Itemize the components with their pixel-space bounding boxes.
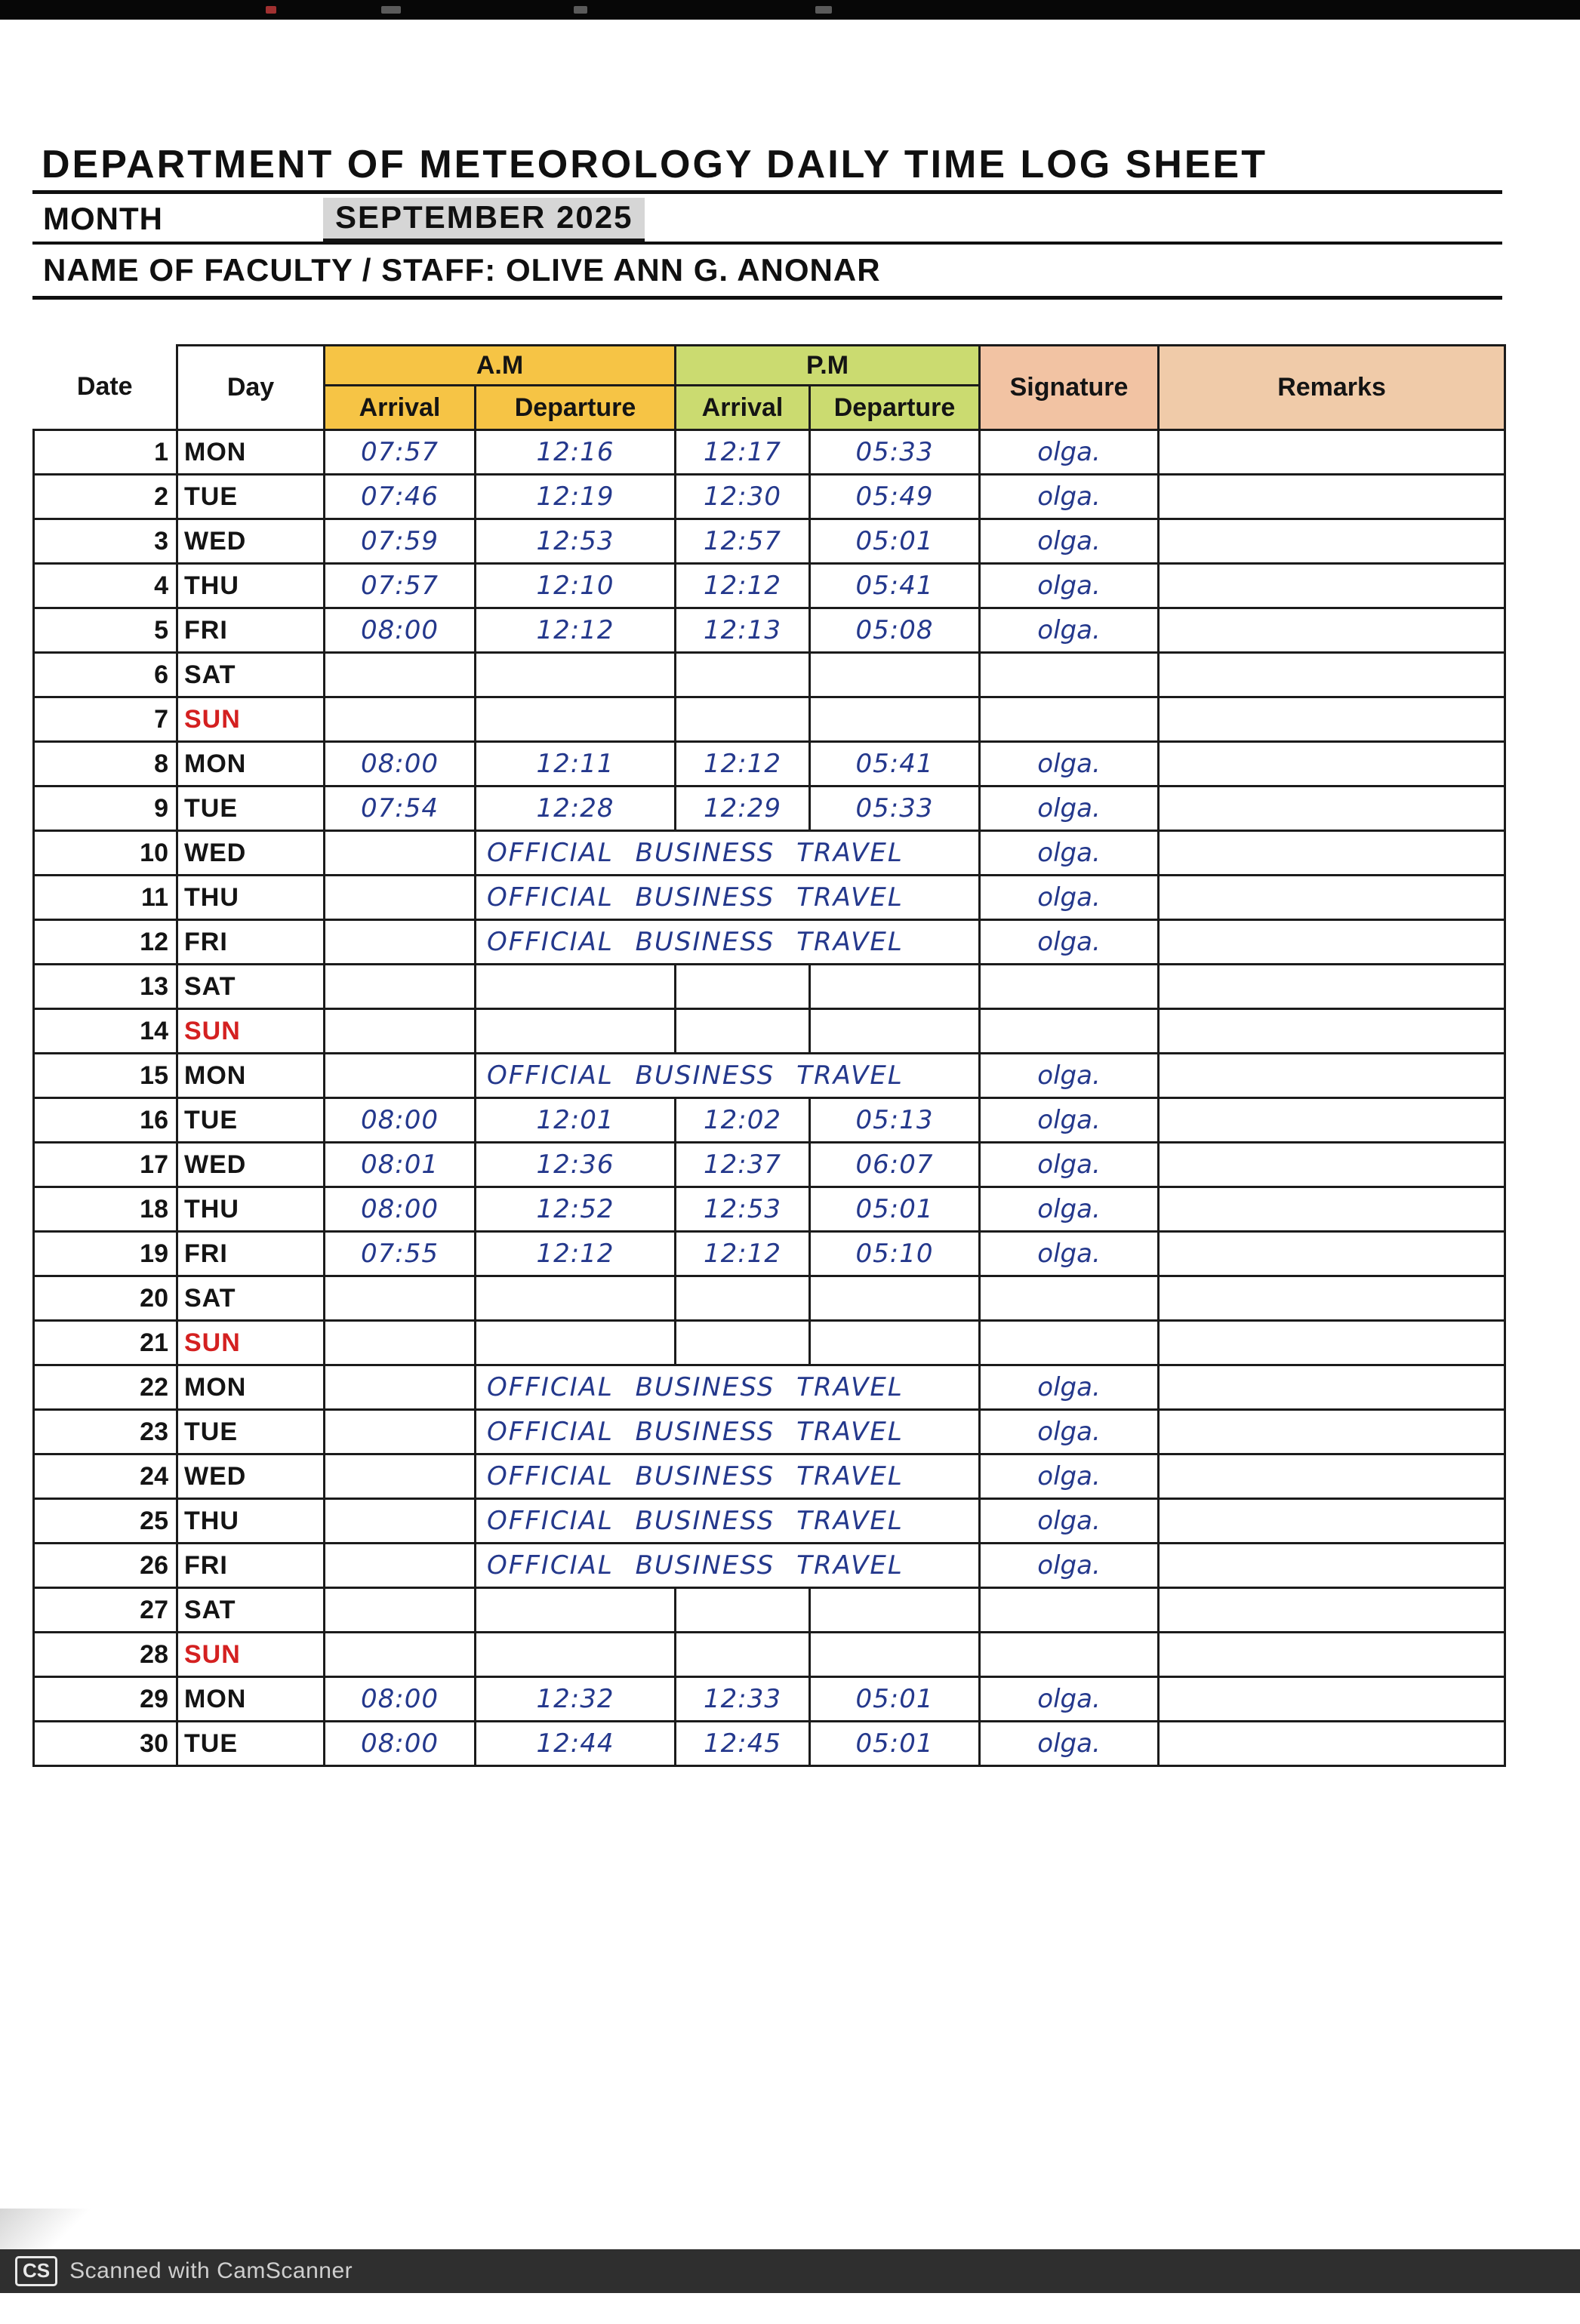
signature-cell: olga. — [980, 876, 1159, 920]
pm-arrival-cell: 12:29 — [676, 786, 810, 831]
col-header-am: A.M — [325, 346, 676, 386]
am-arrival-cell: 08:01 — [325, 1143, 476, 1187]
scan-artifact — [815, 6, 832, 14]
month-rule — [32, 242, 1502, 245]
am-departure-cell: 12:01 — [476, 1098, 676, 1143]
signature-cell: olga. — [980, 1410, 1159, 1454]
remarks-cell — [1159, 1232, 1505, 1276]
table-row — [34, 1232, 1505, 1276]
official-business-cell: OFFICIAL BUSINESS TRAVEL — [476, 1544, 980, 1588]
pm-departure-cell: 05:33 — [810, 430, 980, 475]
remarks-cell — [1159, 786, 1505, 831]
date-cell: 7 — [34, 697, 177, 742]
am-arrival-cell: 08:00 — [325, 1677, 476, 1722]
table-header — [34, 346, 1505, 430]
table-row — [34, 1633, 1505, 1677]
remarks-cell — [1159, 1365, 1505, 1410]
pm-departure-cell — [810, 697, 980, 742]
table-row — [34, 1499, 1505, 1544]
table-row — [34, 965, 1505, 1009]
am-departure-cell — [476, 1009, 676, 1054]
am-arrival-cell: 08:00 — [325, 1722, 476, 1766]
table-row — [34, 831, 1505, 876]
pm-departure-cell — [810, 1588, 980, 1633]
signature-cell: olga. — [980, 1365, 1159, 1410]
name-rule — [32, 296, 1502, 300]
am-departure-cell — [476, 697, 676, 742]
day-cell: SAT — [177, 653, 325, 697]
remarks-cell — [1159, 1677, 1505, 1722]
official-business-cell: OFFICIAL BUSINESS TRAVEL — [476, 920, 980, 965]
table-row — [34, 1722, 1505, 1766]
col-header-day: Day — [177, 346, 325, 430]
remarks-cell — [1159, 697, 1505, 742]
day-cell: THU — [177, 1499, 325, 1544]
day-cell: SUN — [177, 697, 325, 742]
pm-arrival-cell — [676, 1633, 810, 1677]
pm-departure-cell: 05:41 — [810, 742, 980, 786]
scan-artifact — [381, 6, 401, 14]
signature-cell: olga. — [980, 920, 1159, 965]
date-cell: 15 — [34, 1054, 177, 1098]
date-cell: 11 — [34, 876, 177, 920]
day-cell: FRI — [177, 920, 325, 965]
signature-cell: olga. — [980, 430, 1159, 475]
remarks-cell — [1159, 430, 1505, 475]
am-arrival-cell: 08:00 — [325, 608, 476, 653]
pm-departure-cell: 05:13 — [810, 1098, 980, 1143]
date-cell: 4 — [34, 564, 177, 608]
am-arrival-cell: 08:00 — [325, 1098, 476, 1143]
camscanner-text: Scanned with CamScanner — [69, 2258, 353, 2283]
am-arrival-cell — [325, 876, 476, 920]
table-row — [34, 1677, 1505, 1722]
day-cell: MON — [177, 742, 325, 786]
page-title: DEPARTMENT OF METEOROLOGY DAILY TIME LOG SHEET — [42, 143, 1267, 186]
am-departure-cell: 12:16 — [476, 430, 676, 475]
day-cell: WED — [177, 519, 325, 564]
pm-departure-cell: 06:07 — [810, 1143, 980, 1187]
pm-arrival-cell: 12:12 — [676, 742, 810, 786]
pm-departure-cell: 05:08 — [810, 608, 980, 653]
col-header-pm-arrival: Arrival — [676, 386, 810, 430]
pm-arrival-cell: 12:45 — [676, 1722, 810, 1766]
remarks-cell — [1159, 1009, 1505, 1054]
am-departure-cell: 12:10 — [476, 564, 676, 608]
am-arrival-cell — [325, 697, 476, 742]
am-arrival-cell: 07:55 — [325, 1232, 476, 1276]
am-arrival-cell — [325, 1544, 476, 1588]
signature-cell: olga. — [980, 1454, 1159, 1499]
table-row — [34, 1276, 1505, 1321]
am-departure-cell: 12:11 — [476, 742, 676, 786]
am-departure-cell — [476, 1276, 676, 1321]
table-row — [34, 1410, 1505, 1454]
remarks-cell — [1159, 1633, 1505, 1677]
remarks-cell — [1159, 1098, 1505, 1143]
date-cell: 21 — [34, 1321, 177, 1365]
remarks-cell — [1159, 876, 1505, 920]
am-arrival-cell — [325, 653, 476, 697]
remarks-cell — [1159, 965, 1505, 1009]
col-header-remarks: Remarks — [1159, 346, 1505, 430]
signature-cell: olga. — [980, 608, 1159, 653]
day-cell: FRI — [177, 1544, 325, 1588]
day-cell: WED — [177, 831, 325, 876]
signature-cell: olga. — [980, 519, 1159, 564]
pm-arrival-cell: 12:02 — [676, 1098, 810, 1143]
signature-cell — [980, 965, 1159, 1009]
table-row — [34, 475, 1505, 519]
am-arrival-cell — [325, 1410, 476, 1454]
table-row — [34, 1098, 1505, 1143]
date-cell: 22 — [34, 1365, 177, 1410]
pm-departure-cell — [810, 1633, 980, 1677]
am-arrival-cell — [325, 1499, 476, 1544]
official-business-cell: OFFICIAL BUSINESS TRAVEL — [476, 1054, 980, 1098]
remarks-cell — [1159, 519, 1505, 564]
pm-departure-cell: 05:01 — [810, 1677, 980, 1722]
date-cell: 2 — [34, 475, 177, 519]
am-departure-cell: 12:36 — [476, 1143, 676, 1187]
pm-departure-cell: 05:33 — [810, 786, 980, 831]
am-arrival-cell: 07:59 — [325, 519, 476, 564]
col-header-date: Date — [34, 346, 177, 430]
official-business-cell: OFFICIAL BUSINESS TRAVEL — [476, 1365, 980, 1410]
day-cell: MON — [177, 1054, 325, 1098]
signature-cell: olga. — [980, 1544, 1159, 1588]
pm-departure-cell — [810, 653, 980, 697]
signature-cell: olga. — [980, 1677, 1159, 1722]
day-cell: WED — [177, 1454, 325, 1499]
date-cell: 27 — [34, 1588, 177, 1633]
am-departure-cell — [476, 965, 676, 1009]
time-log-table — [32, 344, 1506, 1767]
pm-arrival-cell: 12:13 — [676, 608, 810, 653]
am-arrival-cell: 08:00 — [325, 742, 476, 786]
am-departure-cell: 12:12 — [476, 608, 676, 653]
date-cell: 19 — [34, 1232, 177, 1276]
remarks-cell — [1159, 564, 1505, 608]
day-cell: THU — [177, 1187, 325, 1232]
am-arrival-cell — [325, 1588, 476, 1633]
day-cell: MON — [177, 430, 325, 475]
signature-cell — [980, 653, 1159, 697]
day-cell: SAT — [177, 965, 325, 1009]
date-cell: 30 — [34, 1722, 177, 1766]
official-business-cell: OFFICIAL BUSINESS TRAVEL — [476, 876, 980, 920]
remarks-cell — [1159, 1588, 1505, 1633]
table-row — [34, 1588, 1505, 1633]
remarks-cell — [1159, 831, 1505, 876]
pm-arrival-cell: 12:12 — [676, 1232, 810, 1276]
signature-cell: olga. — [980, 1187, 1159, 1232]
date-cell: 12 — [34, 920, 177, 965]
remarks-cell — [1159, 920, 1505, 965]
month-label: MONTH — [43, 201, 163, 236]
log-rows — [34, 430, 1505, 1766]
pm-arrival-cell — [676, 1009, 810, 1054]
date-cell: 29 — [34, 1677, 177, 1722]
table-row — [34, 653, 1505, 697]
signature-cell — [980, 1633, 1159, 1677]
signature-cell: olga. — [980, 475, 1159, 519]
table-row — [34, 1365, 1505, 1410]
am-departure-cell: 12:12 — [476, 1232, 676, 1276]
day-cell: SUN — [177, 1321, 325, 1365]
table-row — [34, 742, 1505, 786]
pm-arrival-cell: 12:30 — [676, 475, 810, 519]
pm-departure-cell — [810, 965, 980, 1009]
date-cell: 28 — [34, 1633, 177, 1677]
day-cell: SAT — [177, 1276, 325, 1321]
day-cell: THU — [177, 564, 325, 608]
am-departure-cell: 12:19 — [476, 475, 676, 519]
remarks-cell — [1159, 1187, 1505, 1232]
signature-cell — [980, 1009, 1159, 1054]
official-business-cell: OFFICIAL BUSINESS TRAVEL — [476, 1454, 980, 1499]
am-arrival-cell — [325, 965, 476, 1009]
am-arrival-cell — [325, 1276, 476, 1321]
am-arrival-cell: 07:57 — [325, 564, 476, 608]
am-departure-cell: 12:53 — [476, 519, 676, 564]
day-cell: TUE — [177, 1098, 325, 1143]
pm-arrival-cell — [676, 1588, 810, 1633]
table-row — [34, 1544, 1505, 1588]
day-cell: FRI — [177, 1232, 325, 1276]
pm-arrival-cell: 12:53 — [676, 1187, 810, 1232]
am-arrival-cell: 07:46 — [325, 475, 476, 519]
scan-corner-shadow — [0, 2209, 91, 2249]
am-arrival-cell — [325, 1054, 476, 1098]
pm-arrival-cell: 12:57 — [676, 519, 810, 564]
pm-departure-cell: 05:41 — [810, 564, 980, 608]
col-header-pm: P.M — [676, 346, 980, 386]
day-cell: TUE — [177, 475, 325, 519]
am-departure-cell: 12:52 — [476, 1187, 676, 1232]
pm-arrival-cell — [676, 1321, 810, 1365]
day-cell: TUE — [177, 786, 325, 831]
remarks-cell — [1159, 1454, 1505, 1499]
signature-cell: olga. — [980, 786, 1159, 831]
remarks-cell — [1159, 1499, 1505, 1544]
pm-arrival-cell — [676, 653, 810, 697]
signature-cell: olga. — [980, 1232, 1159, 1276]
date-cell: 1 — [34, 430, 177, 475]
table-row — [34, 1143, 1505, 1187]
remarks-cell — [1159, 1143, 1505, 1187]
pm-departure-cell — [810, 1276, 980, 1321]
pm-departure-cell — [810, 1321, 980, 1365]
pm-arrival-cell — [676, 965, 810, 1009]
camscanner-logo: CS — [15, 2256, 57, 2286]
signature-cell — [980, 697, 1159, 742]
table-row — [34, 786, 1505, 831]
date-cell: 20 — [34, 1276, 177, 1321]
table-row — [34, 1187, 1505, 1232]
date-cell: 24 — [34, 1454, 177, 1499]
day-cell: SUN — [177, 1009, 325, 1054]
table-row — [34, 920, 1505, 965]
day-cell: SAT — [177, 1588, 325, 1633]
pm-departure-cell: 05:10 — [810, 1232, 980, 1276]
date-cell: 17 — [34, 1143, 177, 1187]
am-departure-cell — [476, 1588, 676, 1633]
date-cell: 10 — [34, 831, 177, 876]
pm-arrival-cell: 12:12 — [676, 564, 810, 608]
official-business-cell: OFFICIAL BUSINESS TRAVEL — [476, 1410, 980, 1454]
pm-departure-cell — [810, 1009, 980, 1054]
day-cell: MON — [177, 1365, 325, 1410]
am-arrival-cell — [325, 1365, 476, 1410]
title-rule — [32, 190, 1502, 194]
official-business-cell: OFFICIAL BUSINESS TRAVEL — [476, 1499, 980, 1544]
pm-arrival-cell — [676, 697, 810, 742]
remarks-cell — [1159, 1722, 1505, 1766]
signature-cell — [980, 1588, 1159, 1633]
pm-arrival-cell — [676, 1276, 810, 1321]
col-header-signature: Signature — [980, 346, 1159, 430]
remarks-cell — [1159, 1321, 1505, 1365]
signature-cell — [980, 1321, 1159, 1365]
signature-cell: olga. — [980, 1143, 1159, 1187]
col-header-am-departure: Departure — [476, 386, 676, 430]
am-arrival-cell: 08:00 — [325, 1187, 476, 1232]
am-arrival-cell — [325, 831, 476, 876]
remarks-cell — [1159, 475, 1505, 519]
scan-top-strip — [0, 0, 1580, 20]
date-cell: 13 — [34, 965, 177, 1009]
remarks-cell — [1159, 1410, 1505, 1454]
table-row — [34, 876, 1505, 920]
remarks-cell — [1159, 608, 1505, 653]
day-cell: WED — [177, 1143, 325, 1187]
signature-cell: olga. — [980, 742, 1159, 786]
day-cell: MON — [177, 1677, 325, 1722]
am-arrival-cell — [325, 920, 476, 965]
am-departure-cell: 12:44 — [476, 1722, 676, 1766]
date-cell: 25 — [34, 1499, 177, 1544]
date-cell: 23 — [34, 1410, 177, 1454]
signature-cell: olga. — [980, 564, 1159, 608]
table-row — [34, 697, 1505, 742]
pm-departure-cell: 05:01 — [810, 1722, 980, 1766]
signature-cell — [980, 1276, 1159, 1321]
table-row — [34, 1054, 1505, 1098]
am-arrival-cell — [325, 1633, 476, 1677]
day-cell: TUE — [177, 1410, 325, 1454]
remarks-cell — [1159, 1054, 1505, 1098]
month-value: SEPTEMBER 2025 — [323, 198, 645, 242]
am-arrival-cell: 07:54 — [325, 786, 476, 831]
col-header-am-arrival: Arrival — [325, 386, 476, 430]
am-departure-cell — [476, 1633, 676, 1677]
date-cell: 5 — [34, 608, 177, 653]
scan-artifact — [574, 6, 587, 14]
signature-cell: olga. — [980, 1499, 1159, 1544]
pm-departure-cell: 05:01 — [810, 519, 980, 564]
am-departure-cell — [476, 653, 676, 697]
date-cell: 8 — [34, 742, 177, 786]
table-row — [34, 1454, 1505, 1499]
am-departure-cell: 12:28 — [476, 786, 676, 831]
table-row — [34, 564, 1505, 608]
am-departure-cell: 12:32 — [476, 1677, 676, 1722]
remarks-cell — [1159, 1544, 1505, 1588]
am-arrival-cell — [325, 1454, 476, 1499]
scan-artifact — [266, 6, 276, 14]
day-cell: TUE — [177, 1722, 325, 1766]
date-cell: 14 — [34, 1009, 177, 1054]
table-row — [34, 1009, 1505, 1054]
remarks-cell — [1159, 653, 1505, 697]
pm-arrival-cell: 12:37 — [676, 1143, 810, 1187]
official-business-cell: OFFICIAL BUSINESS TRAVEL — [476, 831, 980, 876]
pm-arrival-cell: 12:33 — [676, 1677, 810, 1722]
table-row — [34, 1321, 1505, 1365]
pm-arrival-cell: 12:17 — [676, 430, 810, 475]
am-arrival-cell — [325, 1009, 476, 1054]
remarks-cell — [1159, 742, 1505, 786]
am-arrival-cell — [325, 1321, 476, 1365]
signature-cell: olga. — [980, 1098, 1159, 1143]
table-row — [34, 430, 1505, 475]
date-cell: 6 — [34, 653, 177, 697]
table-row — [34, 608, 1505, 653]
date-cell: 9 — [34, 786, 177, 831]
date-cell: 26 — [34, 1544, 177, 1588]
date-cell: 16 — [34, 1098, 177, 1143]
am-arrival-cell: 07:57 — [325, 430, 476, 475]
signature-cell: olga. — [980, 1722, 1159, 1766]
col-header-pm-departure: Departure — [810, 386, 980, 430]
pm-departure-cell: 05:49 — [810, 475, 980, 519]
signature-cell: olga. — [980, 831, 1159, 876]
signature-cell: olga. — [980, 1054, 1159, 1098]
day-cell: SUN — [177, 1633, 325, 1677]
pm-departure-cell: 05:01 — [810, 1187, 980, 1232]
day-cell: FRI — [177, 608, 325, 653]
am-departure-cell — [476, 1321, 676, 1365]
day-cell: THU — [177, 876, 325, 920]
faculty-name-line: NAME OF FACULTY / STAFF: OLIVE ANN G. ANONAR — [43, 252, 881, 288]
table-row — [34, 519, 1505, 564]
camscanner-bar — [0, 2249, 1580, 2293]
date-cell: 3 — [34, 519, 177, 564]
date-cell: 18 — [34, 1187, 177, 1232]
remarks-cell — [1159, 1276, 1505, 1321]
